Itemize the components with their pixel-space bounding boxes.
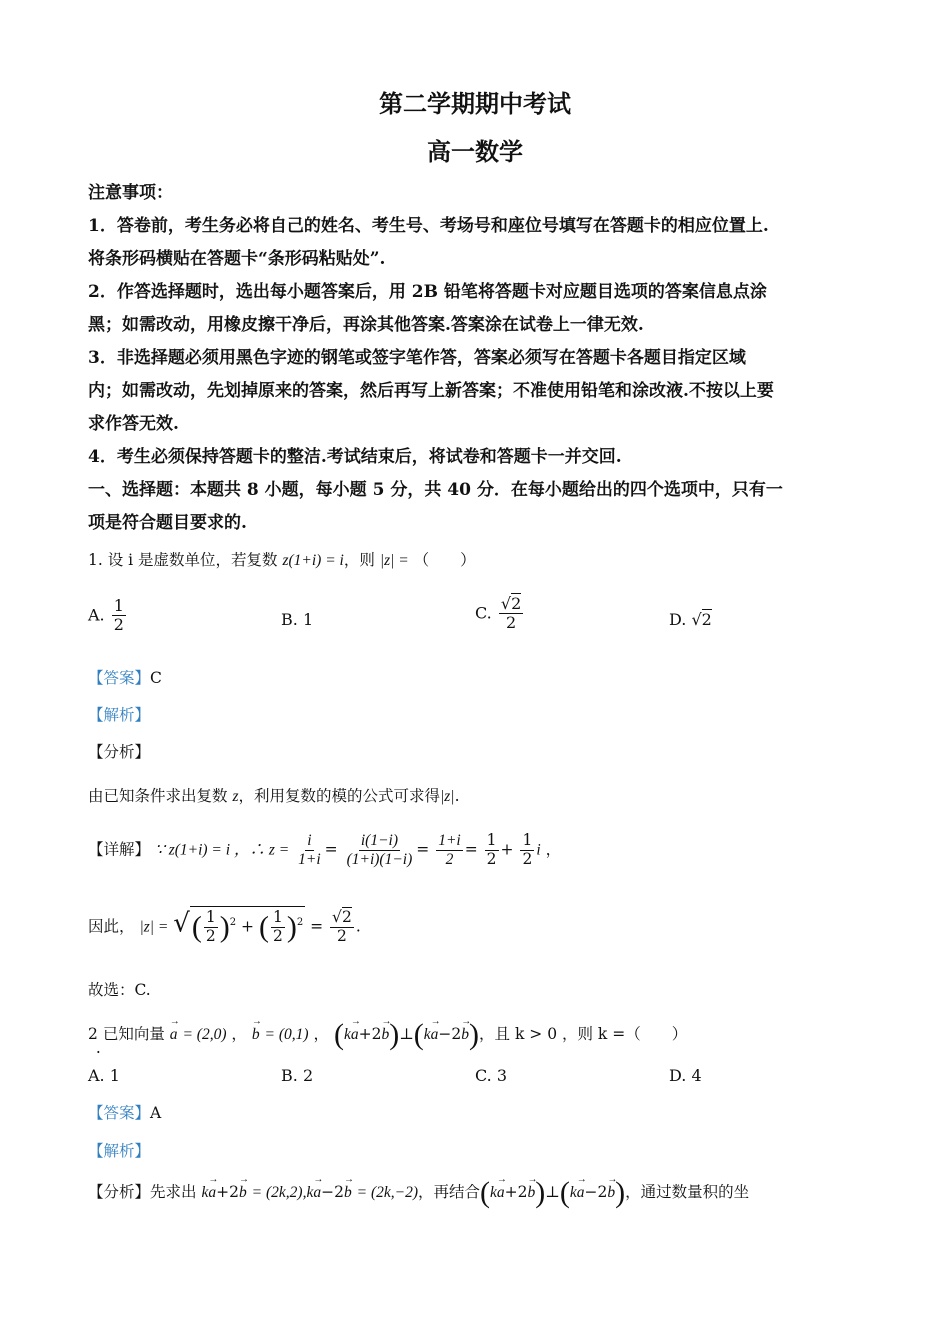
answer-tag: 【答案】: [88, 669, 151, 687]
q1-fenxi-abs: |z|: [440, 788, 455, 805]
q2-fenxi-4: ，再结合: [418, 1183, 481, 1201]
q2-option-c-value: 3: [496, 1066, 508, 1085]
q2-stem-perp: ，且 k > 0 ，则 k =（ ）: [479, 1025, 688, 1043]
section-heading-cont: 项是符合题目要求的.: [88, 513, 247, 533]
q2-answer: [88, 1101, 161, 1123]
q1-therefore-radicand: ( $\frac{1}{2}$ )$^2$ + ( $\frac{1}{2}$ )$^2$: [191, 908, 304, 945]
q1-option-b[interactable]: [281, 610, 313, 629]
q1-analysis-tag: 【解析】: [88, 706, 151, 724]
q1-detail-math: ∵ z(1+i) = i ，∴ z =: [154, 841, 290, 859]
q1-option-c[interactable]: [475, 595, 525, 633]
notice-heading: 注意事项：: [88, 183, 173, 203]
q1-detail-tag: 【详解】: [88, 840, 151, 859]
q1-stem-math: z(1+i) = i: [282, 552, 344, 569]
q1-option-c-fraction: $\frac{√2}{2}$: [500, 594, 522, 633]
q1-detail-frac-4: $\frac{1}{2}$: [486, 831, 497, 868]
q2-option-c-label: C.: [475, 1066, 492, 1085]
notice-line: 求作答无效.: [88, 414, 179, 434]
notice-line: 将条形码横贴在答题卡“条形码粘贴处”.: [88, 249, 386, 269]
q1-fenxi-end: .: [454, 787, 460, 805]
answer-tag: 【答案】: [88, 1104, 151, 1122]
q1-option-a[interactable]: [88, 597, 128, 635]
q2-number: 2: [88, 1025, 98, 1043]
q2-option-a-label: A.: [88, 1066, 105, 1085]
q1-therefore-abs: |z| =: [139, 918, 169, 936]
q2-fenxi-2: = (2k,2),: [251, 1184, 307, 1201]
q1-fenxi-text-2: ，利用复数的模的公式可求得: [238, 787, 441, 805]
q1-therefore-text: 因此，: [88, 917, 135, 936]
q1-stem-abs: |z| =: [379, 552, 409, 569]
q2-analysis-tag: 【解析】: [88, 1142, 151, 1160]
notice-line: 2．作答选择题时，选出每小题答案后，用 2B 铅笔将答题卡对应题目选项的答案信息点涂: [88, 282, 767, 302]
q2-option-d[interactable]: [669, 1066, 702, 1085]
exam-title: 第二学期期中考试: [379, 89, 571, 118]
q1-stem-mid: ，则: [343, 551, 375, 569]
q2-fenxi-5: ，通过数量积的坐: [625, 1183, 750, 1201]
q1-stem: [88, 548, 476, 570]
q2-fenxi: 【分析】先求出 k→ a+2→ b = (2k,2),k→ a−2→ b = (2k,−2)，再结合(k→ a+2→ b)⊥(k→ a−2→ b)，通过数量积的坐: [88, 1176, 749, 1210]
q1-option-a-label: A.: [88, 605, 105, 625]
q1-option-a-fraction: $\frac{1}{2}$: [113, 596, 124, 635]
q1-detail-frac-5: $\frac{1}{2}$: [522, 831, 533, 868]
q2-stem-1: 已知向量: [102, 1025, 165, 1043]
q2-stem-a: = (2,0): [182, 1026, 227, 1043]
notice-line: 4．考生必须保持答题卡的整洁.考试结束后，将试卷和答题卡一并交回.: [88, 447, 622, 467]
q1-therefore: 因此， |z| = √( $\frac{1}{2}$ )$^2$ + ( $\frac{1}{2}$ )$^2$ = $\frac{√2}{2}$ .: [88, 908, 361, 945]
q1-option-b-value: 1: [302, 610, 314, 629]
q1-option-b-label: B.: [281, 610, 298, 629]
q2-fenxi-tag: 【分析】: [88, 1183, 151, 1201]
q1-stem-prefix: 1. 设 i 是虚数单位，若复数: [88, 551, 278, 569]
q1-detail-frac-3: $\frac{1+i}{2}$: [438, 832, 461, 868]
notice-line: 黑；如需改动，用橡皮擦干净后，再涂其他答案.答案涂在试卷上一律无效.: [88, 315, 644, 335]
q1-option-d-sqrt: √2: [691, 610, 712, 629]
q1-stem-suffix: （ ）: [413, 551, 476, 569]
q2-option-c[interactable]: [475, 1066, 507, 1085]
notice-line: 1．答卷前，考生务必将自己的姓名、考生号、考场号和座位号填写在答题卡的相应位置上.: [88, 216, 769, 236]
notice-line: 内；如需改动，先划掉原来的答案，然后再写上新答案；不准使用铅笔和涂改液.不按以上要: [88, 381, 774, 401]
q1-choose: 故选：C.: [88, 981, 151, 999]
q2-answer-value: A: [150, 1104, 162, 1122]
q1-detail: 【详解】 ∵ z(1+i) = i ，∴ z = $\frac{i}{1+i}$ = $\frac{i(1-i)}{(1+i)(1-i)}$ = $\frac{1+i}{2}$ = $\frac{1}{2}$ + $\frac{1}{2}$ i ，: [88, 831, 562, 868]
q2-option-a[interactable]: [88, 1066, 120, 1085]
q2-option-b-label: B.: [281, 1066, 298, 1085]
q1-option-d[interactable]: [669, 610, 712, 629]
q1-detail-frac-2: $\frac{i(1-i)}{(1+i)(1-i)}$: [346, 832, 413, 868]
q1-option-d-label: D.: [669, 610, 687, 629]
q2-option-d-label: D.: [669, 1066, 687, 1085]
q1-answer-value: C: [150, 669, 162, 687]
exam-subtitle: 高一数学: [427, 137, 523, 166]
q1-option-c-label: C.: [475, 603, 492, 623]
q1-answer: [88, 666, 162, 688]
q1-fenxi-text: [88, 784, 460, 806]
q1-detail-frac-1: $\frac{i}{1+i}$: [298, 832, 321, 868]
q2-option-d-value: 4: [691, 1066, 702, 1085]
q1-therefore-result: $\frac{√2}{2}$: [332, 908, 352, 945]
q2-option-a-value: 1: [109, 1066, 120, 1085]
q2-option-b[interactable]: [281, 1066, 313, 1085]
q1-fenxi-text-1: 由已知条件求出复数: [88, 787, 228, 805]
q1-fenxi-var: z: [232, 788, 239, 805]
q1-fenxi-tag: 【分析】: [88, 743, 151, 761]
q2-stem: 2 . 已知向量 → a = (2,0) ， → b = (0,1) ， (k→ a+2→ b)⊥(k→ a−2→ b)，且 k > 0 ，则 k =（ ）: [88, 1018, 687, 1052]
section-heading: 一、选择题：本题共 8 小题，每小题 5 分，共 40 分．在每小题给出的四个选项中，只有一: [88, 480, 783, 500]
notice-line: 3．非选择题必须用黑色字迹的钢笔或签字笔作答，答案必须写在答题卡各题目指定区域: [88, 348, 746, 368]
q2-option-b-value: 2: [302, 1066, 314, 1085]
q2-stem-b: = (0,1): [264, 1026, 309, 1043]
q2-fenxi-3: = (2k,−2): [356, 1184, 419, 1201]
q2-number-dot: .: [95, 1039, 101, 1057]
q2-fenxi-1: 先求出: [150, 1183, 197, 1201]
